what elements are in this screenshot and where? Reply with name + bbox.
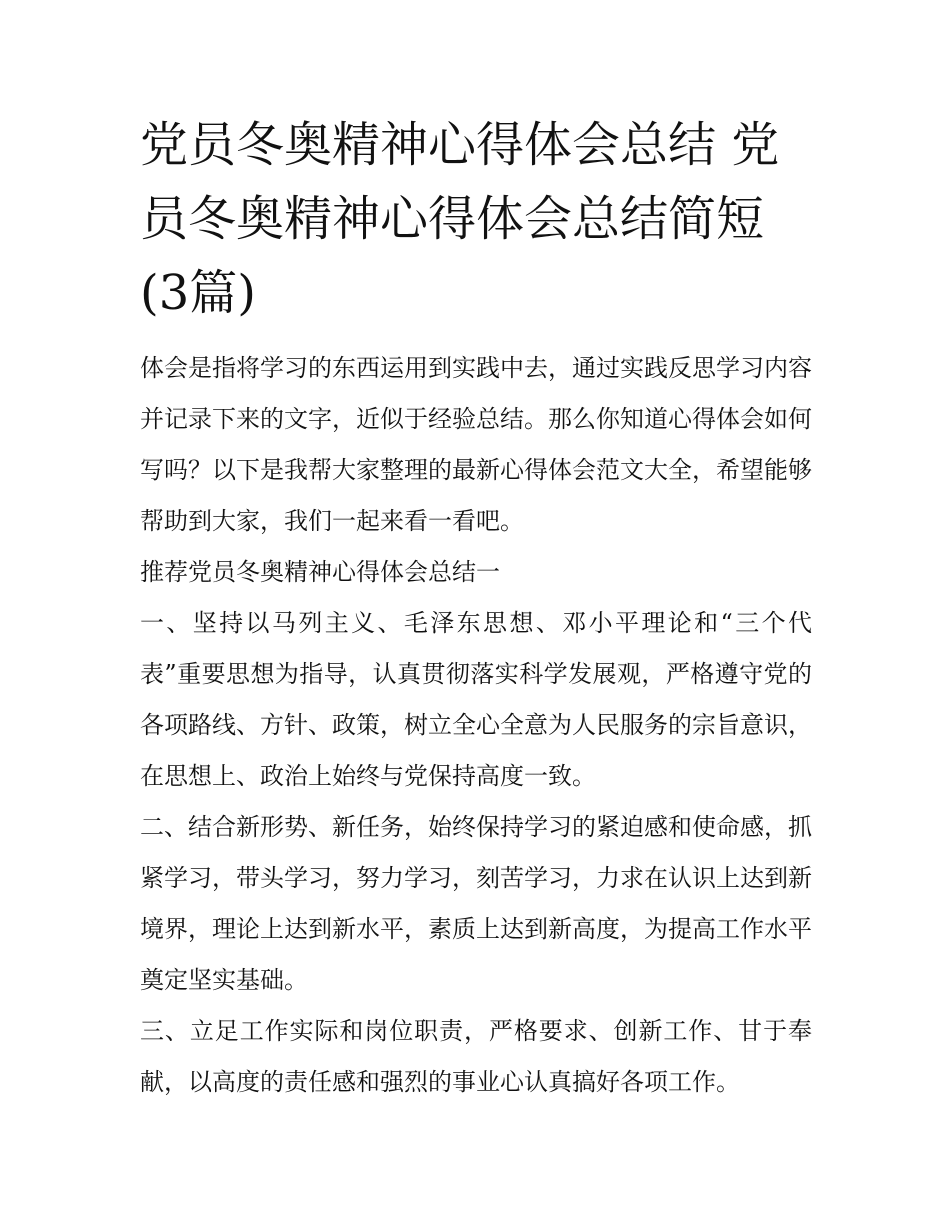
point-one-paragraph: 一、坚持以马列主义、毛泽东思想、邓小平理论和“三个代表”重要思想为指导，认真贯彻落实科学发展观，严格遵守党的各项路线、方针、政策，树立全心全意为人民服务的宗旨意识，在思想上、政治上始终与党保持高度一致。	[140, 609, 812, 790]
document-body	[140, 343, 812, 1108]
point-three-paragraph: 三、立足工作实际和岗位职责，严格要求、创新工作、甘于奉献，以高度的责任感和强烈的事业心认真搞好各项工作。	[140, 1017, 812, 1096]
document-title: 党员冬奥精神心得体会总结 党员冬奥精神心得体会总结简短(3篇)	[140, 117, 780, 321]
section-heading: 推荐党员冬奥精神心得体会总结一	[140, 558, 500, 586]
intro-paragraph: 体会是指将学习的东西运用到实践中去，通过实践反思学习内容并记录下来的文字，近似于经验总结。那么你知道心得体会如何写吗？以下是我帮大家整理的最新心得体会范文大全，希望能够帮助到大家，我们一起来看一看吧。	[140, 354, 812, 535]
document-content	[140, 108, 812, 1108]
point-two-paragraph: 二、结合新形势、新任务，始终保持学习的紧迫感和使命感，抓紧学习，带头学习，努力学习，刻苦学习，力求在认识上达到新境界，理论上达到新水平，素质上达到新高度，为提高工作水平奠定坚实基础。	[140, 813, 812, 994]
